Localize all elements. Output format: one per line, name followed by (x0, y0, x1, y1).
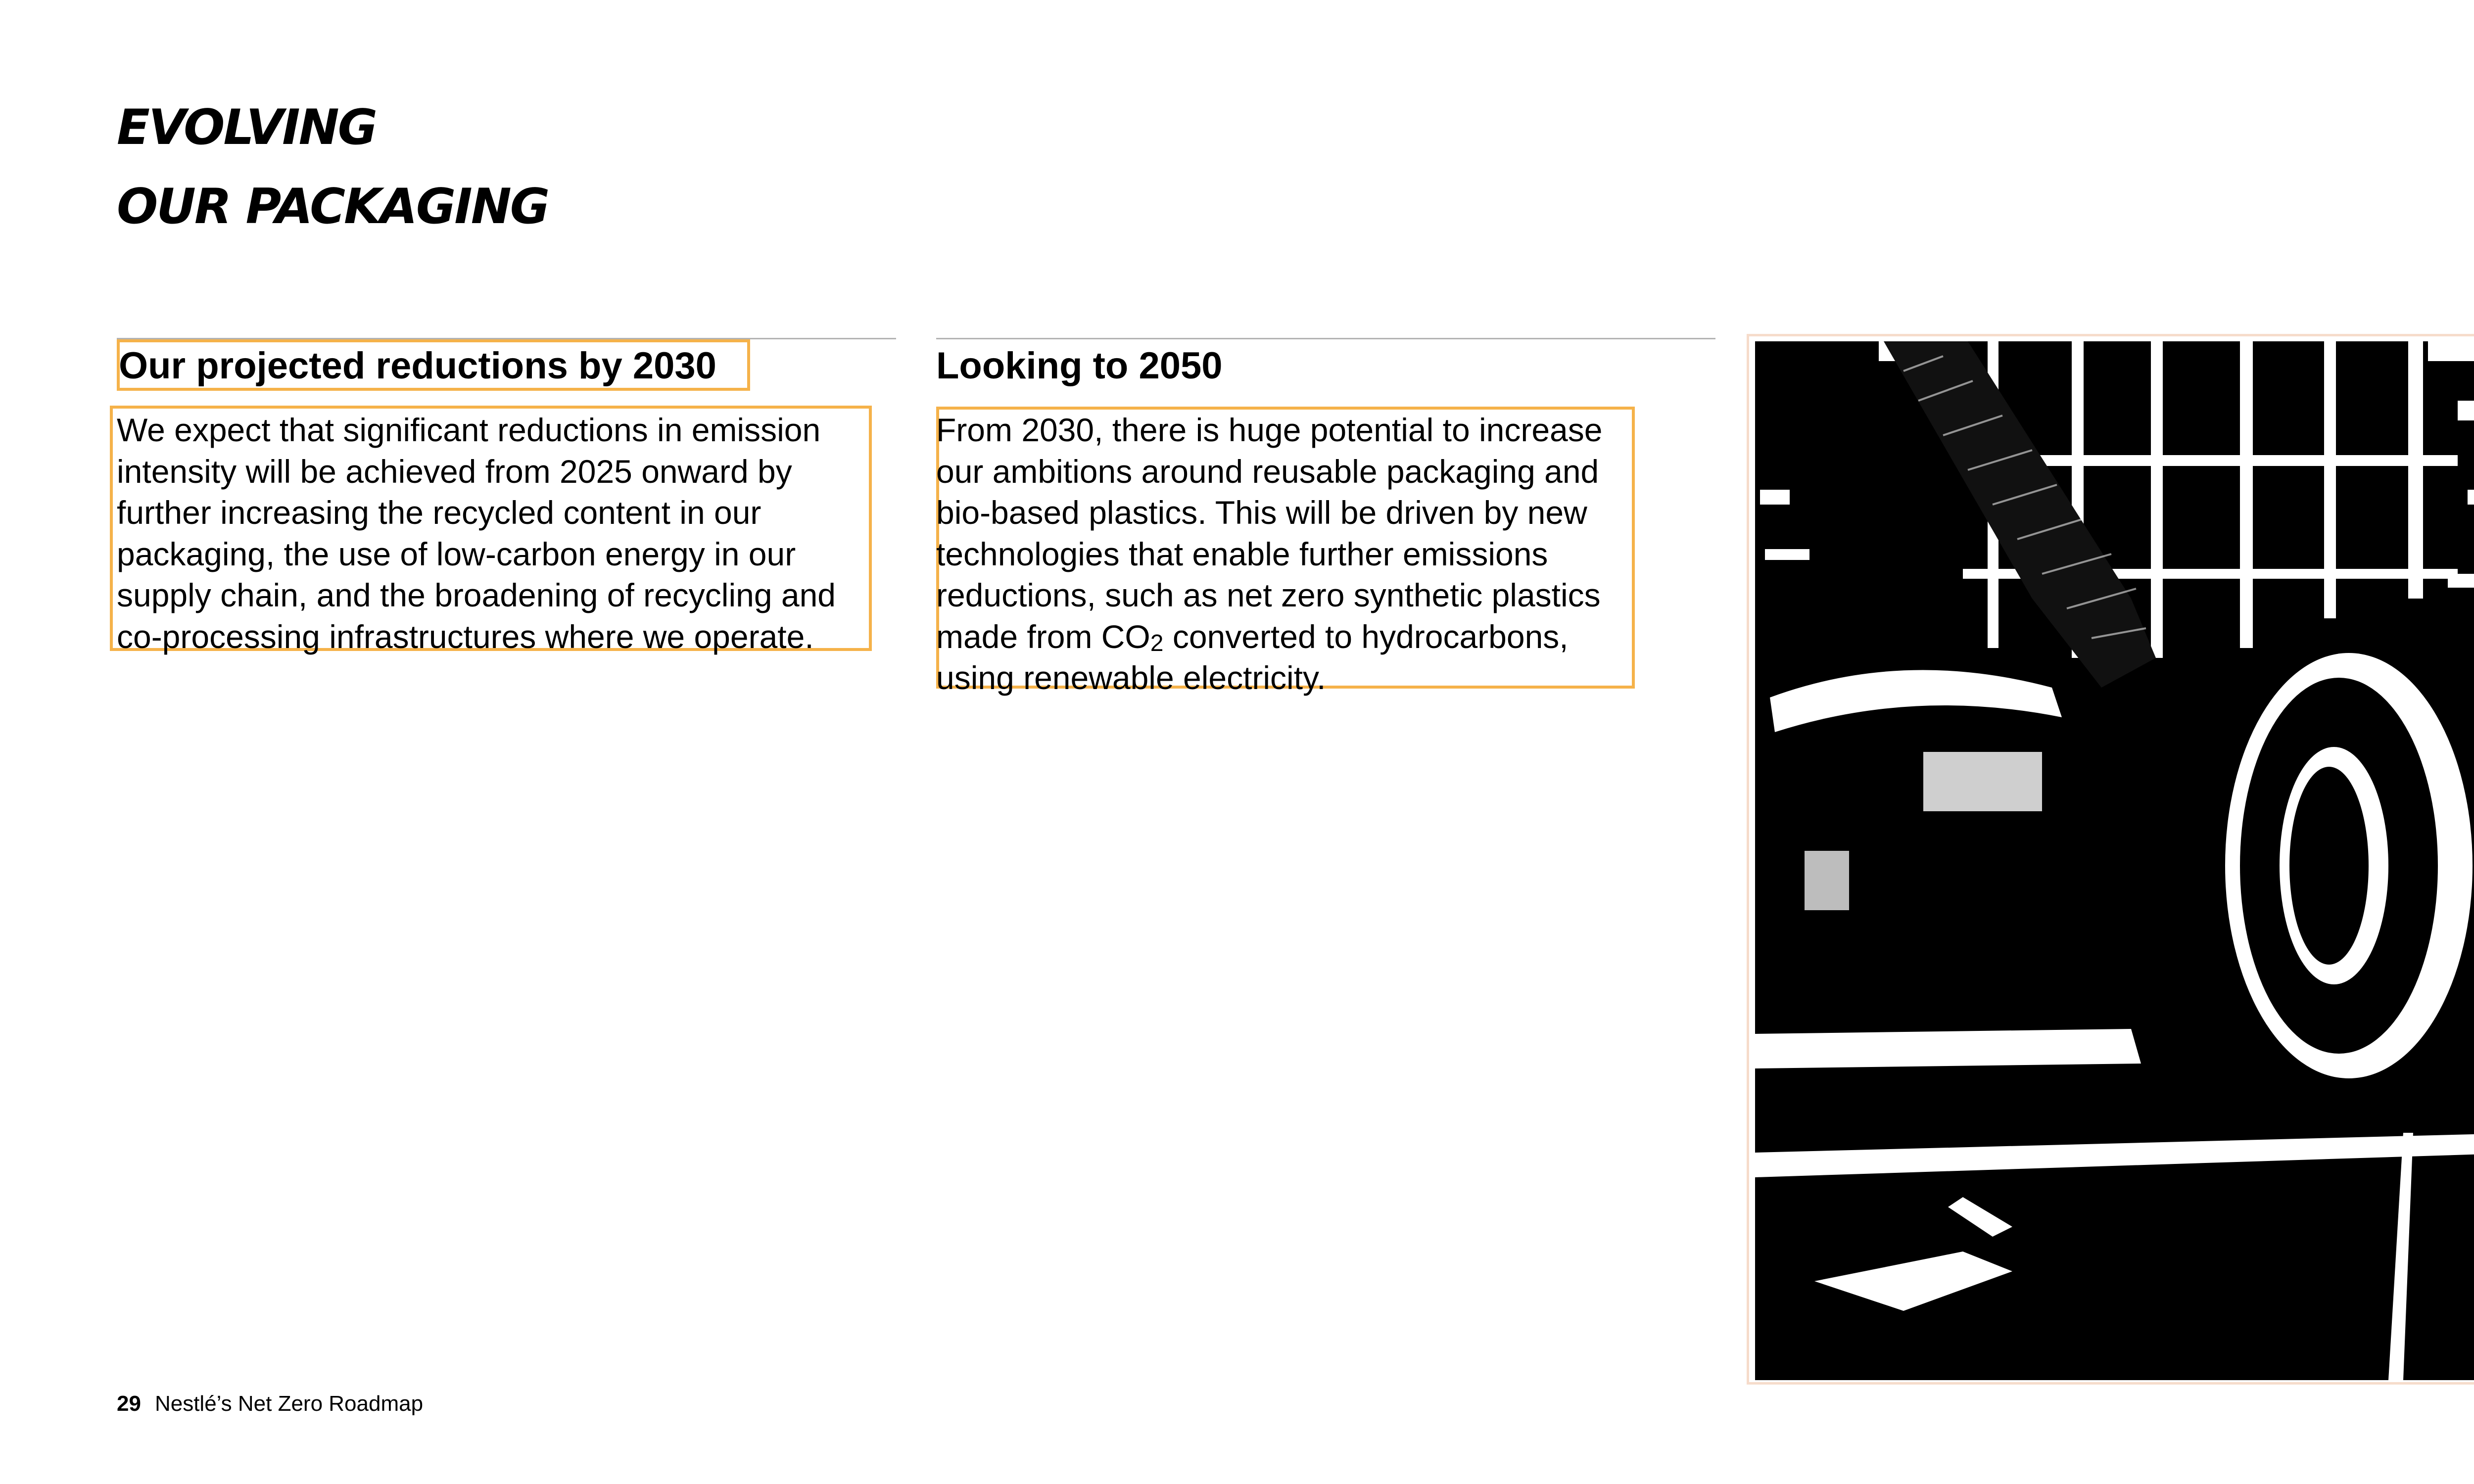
co2-prefix: made from CO (936, 618, 1150, 655)
middle-paragraph-line-co2 (936, 616, 1602, 658)
co2-suffix: converted to hydrocarbons, (1163, 618, 1569, 655)
left-paragraph-line: intensity will be achieved from 2025 onward by (117, 453, 792, 490)
roll-hole (2289, 767, 2369, 965)
left-paragraph-line: co-processing infrastructures where we operate. (117, 618, 814, 655)
document-title: Nestlé’s Net Zero Roadmap (154, 1391, 424, 1416)
page-number: 29 (117, 1391, 141, 1416)
middle-paragraph-line: reductions, such as net zero synthetic plastics (936, 577, 1601, 613)
machine-label-panel (1923, 752, 2042, 811)
co2-subscript: 2 (1150, 630, 1164, 656)
left-paragraph-line: We expect that significant reductions in emission (117, 412, 821, 448)
middle-paragraph-line: our ambitions around reusable packaging and (936, 453, 1599, 490)
left-paragraph-line: supply chain, and the broadening of recycling and (117, 577, 836, 613)
page-title-line-2: OUR PACKAGING (117, 179, 549, 235)
left-paragraph-line: further increasing the recycled content in our (117, 494, 761, 531)
left-column-heading: Our projected reductions by 2030 (119, 345, 716, 387)
middle-paragraph-line: From 2030, there is huge potential to increase (936, 412, 1603, 448)
middle-column-divider (936, 338, 1715, 339)
page-title (117, 88, 548, 246)
left-paragraph-line: packaging, the use of low-carbon energy in our (117, 535, 796, 572)
page-title-line-1: EVOLVING (117, 99, 377, 156)
page-footer (117, 1389, 423, 1419)
middle-column-heading: Looking to 2050 (936, 345, 1223, 387)
packaging-photo-frame (1747, 334, 2474, 1385)
packaging-machine-photo (1755, 341, 2474, 1380)
middle-paragraph-line: technologies that enable further emissions (936, 535, 1548, 572)
machine-side-panel (1805, 851, 1849, 910)
middle-paragraph-line: using renewable electricity. (936, 659, 1326, 696)
middle-column-paragraph (936, 410, 1602, 699)
machine-highlight-mid (1755, 1029, 2141, 1068)
left-column-paragraph (117, 410, 836, 657)
middle-paragraph-line: bio-based plastics. This will be driven by new (936, 494, 1587, 531)
